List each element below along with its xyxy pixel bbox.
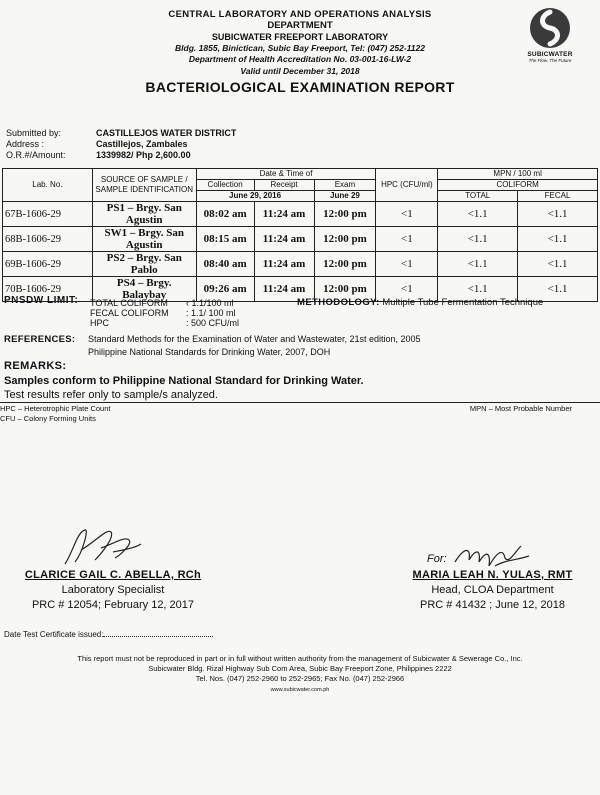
fecal-coliform-cell: <1.1 xyxy=(518,252,598,277)
collection-cell: 08:15 am xyxy=(196,227,254,252)
methodology-label: METHODOLOGY: xyxy=(297,297,380,308)
logo-tagline: The Flow. The Future xyxy=(528,58,572,63)
date-issued xyxy=(4,630,213,639)
reference-1: Standard Methods for the Examination of Water and Wastewater, 21st edition, 2005 xyxy=(88,334,421,344)
or-amount-value: 1339982/ Php 2,600.00 xyxy=(96,150,191,160)
signatory-role: Head, CLOA Department xyxy=(431,584,554,596)
or-amount-label: O.R.#/Amount: xyxy=(6,150,66,160)
source-cell: PS2 – Brgy. San Pablo xyxy=(92,252,196,277)
collection-cell: 08:02 am xyxy=(196,202,254,227)
table-row xyxy=(3,227,598,252)
subicwater-swirl-logo-icon xyxy=(528,6,572,50)
source-cell xyxy=(92,227,196,252)
source-line-2: Agustin xyxy=(125,214,163,226)
accreditation-number: Department of Health Accreditation No. 03-001-16-LW-2 xyxy=(188,54,412,64)
signatory-name: MARIA LEAH N. YULAS, RMT xyxy=(412,569,573,581)
hpc-cell: <1 xyxy=(376,252,438,277)
header-hpc: HPC (CFU/ml) xyxy=(376,169,438,202)
footer-contact: Tel. Nos. (047) 252-2960 to 252-2965; Fax No. (047) 252-2966 xyxy=(195,674,405,683)
submitted-by-label: Submitted by: xyxy=(6,128,62,138)
hpc-cell: <1 xyxy=(376,227,438,252)
signatory-name: CLARICE GAIL C. ABELLA, RCh xyxy=(24,569,202,581)
total-coliform-cell: <1.1 xyxy=(438,277,518,302)
logo-name: SUBICWATER xyxy=(527,51,573,58)
lab-no-cell: 70B-1606-29 xyxy=(3,277,93,302)
total-coliform-cell: <1.1 xyxy=(438,202,518,227)
header-coliform: COLIFORM xyxy=(438,180,598,191)
limit-value: ‹ 1.1/100 ml xyxy=(186,298,234,308)
source-cell xyxy=(92,202,196,227)
remarks-label: REMARKS: xyxy=(4,360,67,372)
lab-no-cell: 67B-1606-29 xyxy=(3,202,93,227)
limit-key: HPC xyxy=(90,318,110,328)
pnsdw-limit-label: PNSDW LIMIT: xyxy=(4,295,79,306)
date-issued-label: Date Test Certificate issued: xyxy=(4,630,104,639)
lab-no-cell: 69B-1606-29 xyxy=(3,252,93,277)
department-label: DEPARTMENT xyxy=(267,20,333,31)
accreditation-validity: Valid until December 31, 2018 xyxy=(240,66,360,76)
exam-cell: 12:00 pm xyxy=(314,277,376,302)
report-title: BACTERIOLOGICAL EXAMINATION REPORT xyxy=(145,79,455,95)
submitted-by-value: CASTILLEJOS WATER DISTRICT xyxy=(96,128,237,138)
divider xyxy=(0,402,600,403)
signature-abella-handwritten xyxy=(55,522,145,572)
exam-cell: 12:00 pm xyxy=(314,252,376,277)
receipt-cell: 11:24 am xyxy=(254,202,314,227)
signatory-role: Laboratory Specialist xyxy=(61,584,165,596)
abbr-hpc: HPC – Heterotrophic Plate Count xyxy=(0,404,111,413)
limit-key: TOTAL COLIFORM xyxy=(90,298,168,308)
header-date-collect-receipt: June 29, 2016 xyxy=(196,191,314,202)
address-value: Castillejos, Zambales xyxy=(96,139,188,149)
remarks-disclaimer: Test results refer only to sample/s analyzed. xyxy=(4,389,218,401)
date-issued-blank xyxy=(103,636,213,637)
remarks-conformity: Samples conform to Philippine National Standard for Drinking Water. xyxy=(4,375,364,387)
source-line-1: PS1 – Brgy. San xyxy=(106,202,182,214)
reference-2: Philippine National Standards for Drinking Water, 2007, DOH xyxy=(88,347,331,357)
hpc-cell: <1 xyxy=(376,277,438,302)
header-fecal: FECAL xyxy=(518,191,598,202)
collection-cell: 09:26 am xyxy=(196,277,254,302)
methodology-value: Multiple Tube Fermentation Technique xyxy=(382,297,544,308)
signature-for-prefix: For: xyxy=(427,553,447,565)
abbreviations-left xyxy=(0,404,110,424)
header-collection: Collection xyxy=(196,180,254,191)
abbr-cfu: CFU – Colony Forming Units xyxy=(0,414,96,423)
source-cell: PS4 – Brgy. Balaybay xyxy=(92,277,196,302)
header-mpn: MPN / 100 ml xyxy=(438,169,598,180)
footer-notice: This report must not be reproduced in part or in full without written authority from the management of Subicwater & Sewerage Co., Inc. xyxy=(77,654,523,663)
fecal-coliform-cell: <1.1 xyxy=(518,277,598,302)
header-exam: Exam xyxy=(314,180,376,191)
exam-cell: 12:00 pm xyxy=(314,227,376,252)
limit-value: : 500 CFU/ml xyxy=(186,318,240,328)
lab-no-cell: 68B-1606-29 xyxy=(3,227,93,252)
fecal-coliform-cell: <1.1 xyxy=(518,202,598,227)
subicwater-logo xyxy=(516,6,584,63)
limit-value: : 1.1/ 100 ml xyxy=(186,308,236,318)
receipt-cell: 11:24 am xyxy=(254,277,314,302)
table-row xyxy=(3,202,598,227)
laboratory-name: SUBICWATER FREEPORT LABORATORY xyxy=(211,32,389,42)
signatory-2 xyxy=(400,568,585,613)
footer-website: www.subicwater.com.ph xyxy=(270,687,330,693)
collection-cell: 08:40 am xyxy=(196,252,254,277)
total-coliform-cell: <1.1 xyxy=(438,252,518,277)
signatory-1 xyxy=(8,568,218,613)
exam-cell: 12:00 pm xyxy=(314,202,376,227)
results-table xyxy=(2,168,598,302)
source-line-2: Agustin xyxy=(125,239,163,251)
laboratory-address: Bldg. 1855, Binictican, Subic Bay Freeport, Tel: (047) 252-1122 xyxy=(175,43,425,53)
signatory-prc: PRC # 12054; February 12, 2017 xyxy=(31,599,195,611)
submission-info xyxy=(6,128,236,161)
references-label: REFERENCES: xyxy=(4,334,76,345)
header-date-exam: June 29 xyxy=(314,191,376,202)
footer-address: Subicwater Bldg. Rizal Highway Sub Com Area, Subic Bay Freeport Zone, Philippines 2222 xyxy=(148,664,452,673)
references xyxy=(4,333,421,358)
receipt-cell: 11:24 am xyxy=(254,252,314,277)
source-line-1: SW1 – Brgy. San xyxy=(104,227,184,239)
limit-key: FECAL COLIFORM xyxy=(90,308,169,318)
fecal-coliform-cell: <1.1 xyxy=(518,227,598,252)
abbr-mpn: MPN – Most Probable Number xyxy=(469,404,572,413)
header-source: SOURCE OF SAMPLE / SAMPLE IDENTIFICATION xyxy=(92,169,196,202)
header-lab-no: Lab. No. xyxy=(3,169,93,202)
address-label: Address : xyxy=(6,139,45,149)
hpc-cell: <1 xyxy=(376,202,438,227)
lab-department-name: CENTRAL LABORATORY AND OPERATIONS ANALYSIS xyxy=(168,9,432,20)
total-coliform-cell: <1.1 xyxy=(438,227,518,252)
methodology xyxy=(297,297,543,308)
header-receipt: Receipt xyxy=(254,180,314,191)
table-row xyxy=(3,252,598,277)
pnsdw-limit-values xyxy=(90,298,239,328)
header-date-time: Date & Time of xyxy=(196,169,376,180)
header-total: TOTAL xyxy=(438,191,518,202)
signatory-prc: PRC # 41432 ; June 12, 2018 xyxy=(420,599,565,611)
receipt-cell: 11:24 am xyxy=(254,227,314,252)
